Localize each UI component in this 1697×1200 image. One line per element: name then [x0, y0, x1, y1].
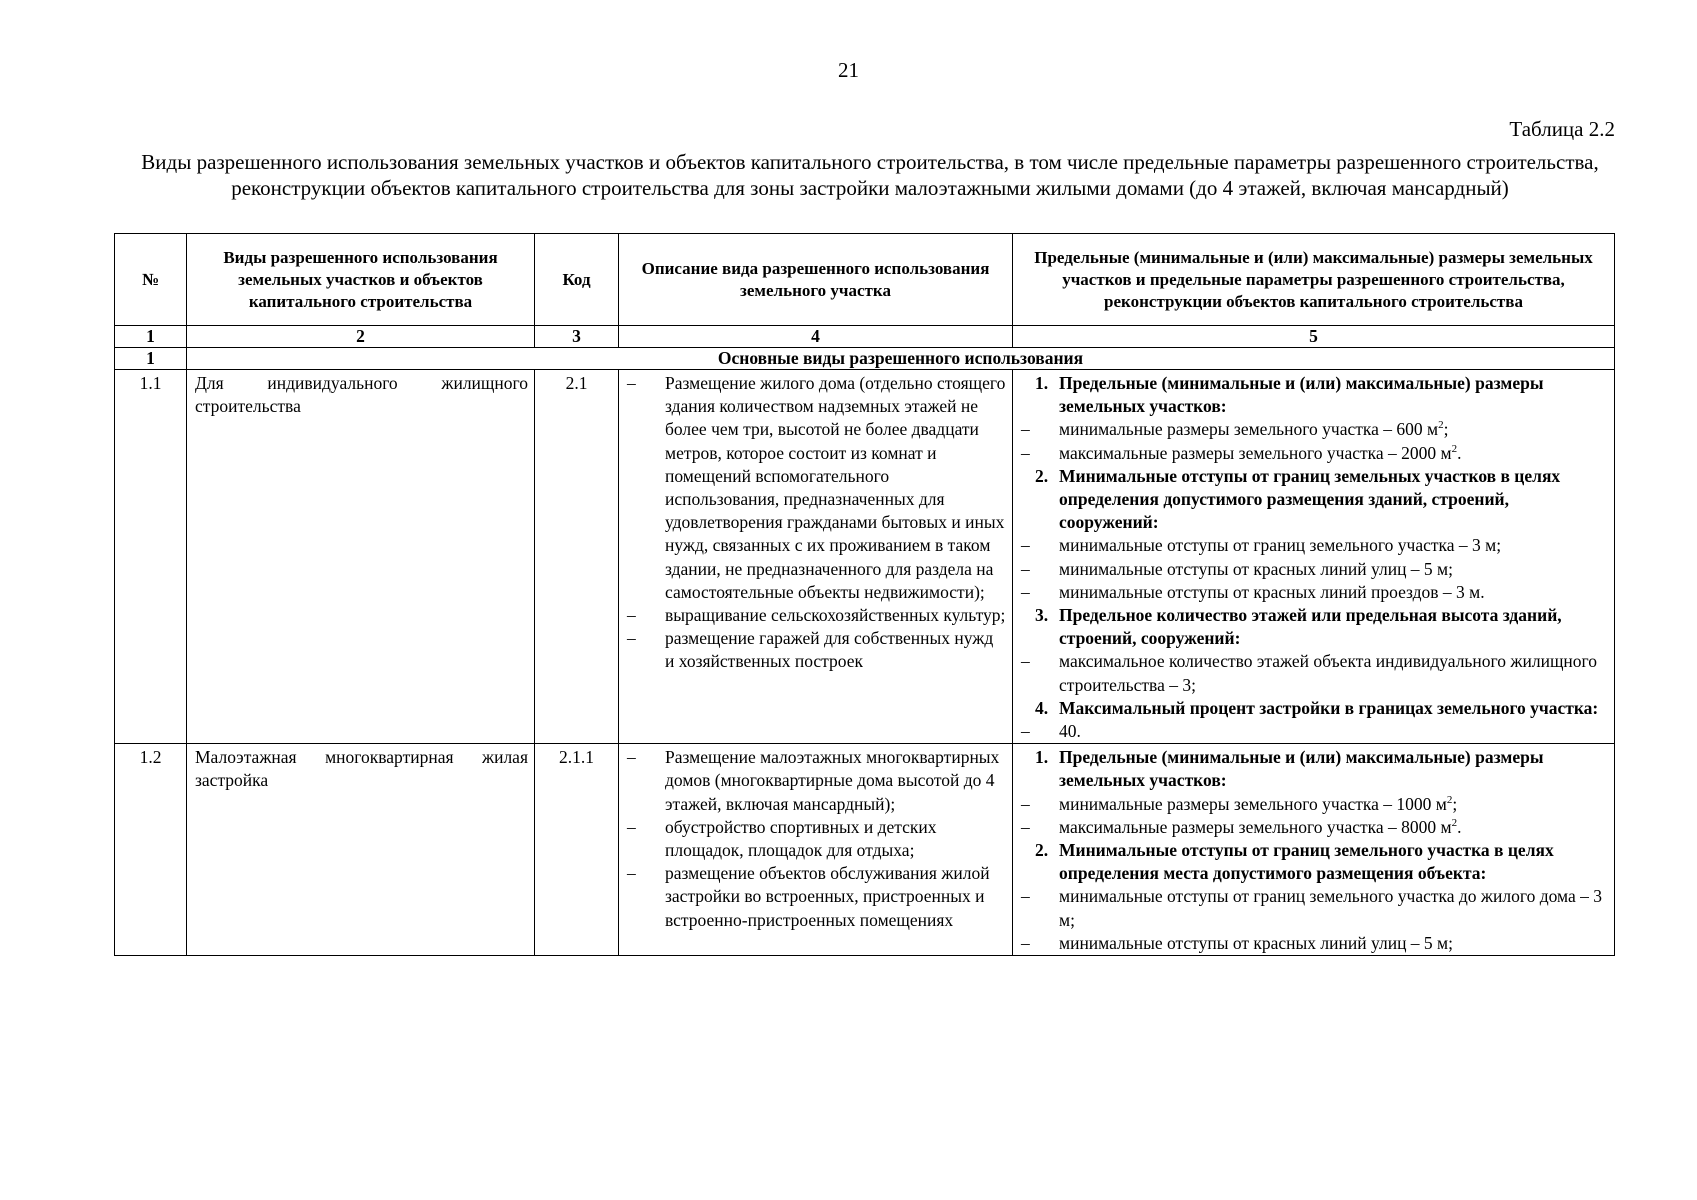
param-item: – минимальные размеры земельного участка – 1000 $м^2$;	[1021, 793, 1608, 816]
description-item: – размещение объектов обслуживания жилой застройки во встроенных, пристроенных и встроенно-пристроенных помещениях	[627, 862, 1006, 932]
param-item: – минимальные отступы от красных линий улиц – 5 м;	[1021, 558, 1608, 581]
param-title: Предельное количество этажей или предельная высота зданий, строений, сооружений:	[1059, 605, 1562, 649]
param-title: Предельные (минимальные и (или) максимальные) размеры земельных участков:	[1059, 373, 1544, 417]
section-num: 1	[115, 348, 187, 370]
row-params	[1013, 744, 1615, 956]
column-number-row	[115, 326, 1615, 348]
page-number: 21	[838, 58, 859, 82]
column-number: 1	[115, 326, 187, 348]
param-number: 4.	[1035, 697, 1049, 718]
param-number: 2.	[1035, 465, 1049, 486]
param-item: – минимальные отступы от границ земельного участка до жилого дома – 3 м;	[1021, 885, 1608, 931]
column-number: 2	[187, 326, 535, 348]
row-description	[619, 370, 1013, 744]
description-item: – Размещение жилого дома (отдельно стоящего здания количеством надземных этажей не более чем три, высотой не более двадцати метров, которое состоит из комнат и помещений вспомогательного использования, предназначенных для удовлетворения гражданами бытовых и иных нужд, связанных с их проживанием в таком здании, не предназначенного для раздела на самостоятельные объекты недвижимости);	[627, 372, 1006, 604]
header-num: №	[115, 234, 187, 326]
column-number: 5	[1013, 326, 1615, 348]
row-code: 2.1	[535, 370, 619, 744]
param-title: Максимальный процент застройки в границах земельного участка:	[1059, 697, 1599, 718]
section-row	[115, 348, 1615, 370]
row-num: 1.1	[115, 370, 187, 744]
param-item: – минимальные отступы от красных линий проездов – 3 м.	[1021, 581, 1608, 604]
row-code: 2.1.1	[535, 744, 619, 956]
header-description: Описание вида разрешенного использования земельного участка	[619, 234, 1013, 326]
section-title: Основные виды разрешенного использования	[187, 348, 1615, 370]
header-code: Код	[535, 234, 619, 326]
column-number: 4	[619, 326, 1013, 348]
param-item: – минимальные отступы от границ земельного участка – 3 м;	[1021, 534, 1608, 557]
param-item: – 40.	[1021, 720, 1608, 743]
description-item: – выращивание сельскохозяйственных культур;	[627, 604, 1006, 627]
param-heading	[1021, 465, 1608, 535]
description-list	[619, 744, 1012, 932]
column-number: 3	[535, 326, 619, 348]
table-caption: Виды разрешенного использования земельных участков и объектов капитального строительства, в том числе предельные параметры разрешенного строительства, реконструкции объектов капитального строительства для зоны застройки малоэтажными жилыми домами (до 4 этажей, включая мансардный)	[141, 150, 1599, 200]
param-title: Минимальные отступы от границ земельного участка в целях определения места допустимого размещения объекта:	[1059, 840, 1554, 884]
param-item: – максимальные размеры земельного участка – 2000 $м^2$.	[1021, 442, 1608, 465]
row-params	[1013, 370, 1615, 744]
table-row	[115, 370, 1615, 744]
description-item: – Размещение малоэтажных многоквартирных домов (многоквартирные дома высотой до 4 этажей, включая мансардный);	[627, 746, 1006, 816]
param-heading	[1021, 604, 1608, 650]
row-kind: Малоэтажная многоквартирная жилая застройка	[187, 744, 535, 956]
params-block	[1013, 370, 1614, 743]
param-heading	[1021, 746, 1608, 792]
param-number: 2.	[1035, 840, 1049, 861]
header-kind: Виды разрешенного использования земельных участков и объектов капитального строительства	[187, 234, 535, 326]
param-item: – максимальные размеры земельного участка – 8000 $м^2$.	[1021, 816, 1608, 839]
param-number: 3.	[1035, 605, 1049, 626]
description-item: – размещение гаражей для собственных нужд и хозяйственных построек	[627, 627, 1006, 673]
params-block	[1013, 744, 1614, 955]
param-heading	[1021, 372, 1608, 418]
description-item: – обустройство спортивных и детских площадок, площадок для отдыха;	[627, 816, 1006, 862]
table-label: Таблица 2.2	[1509, 117, 1615, 141]
param-title: Минимальные отступы от границ земельных участков в целях определения допустимого размещения зданий, строений, сооружений:	[1059, 465, 1561, 533]
row-num: 1.2	[115, 744, 187, 956]
zoning-table	[114, 233, 1615, 956]
param-heading	[1021, 697, 1608, 720]
header-params: Предельные (минимальные и (или) максимальные) размеры земельных участков и предельные параметры разрешенного строительства, реконструкции объектов капитального строительства	[1013, 234, 1615, 326]
param-item: – минимальные размеры земельного участка – 600 $м^2$;	[1021, 418, 1608, 441]
param-item: – минимальные отступы от красных линий улиц – 5 м;	[1021, 932, 1608, 955]
row-description	[619, 744, 1013, 956]
table-row	[115, 744, 1615, 956]
header-row	[115, 234, 1615, 326]
description-list	[619, 370, 1012, 674]
param-item: – максимальное количество этажей объекта индивидуального жилищного строительства – 3;	[1021, 650, 1608, 696]
param-number: 1.	[1035, 373, 1049, 393]
param-number: 1.	[1035, 747, 1049, 768]
param-heading	[1021, 839, 1608, 885]
row-kind: Для индивидуального жилищного строительства	[187, 370, 535, 744]
param-title: Предельные (минимальные и (или) максимальные) размеры земельных участков:	[1059, 747, 1544, 791]
